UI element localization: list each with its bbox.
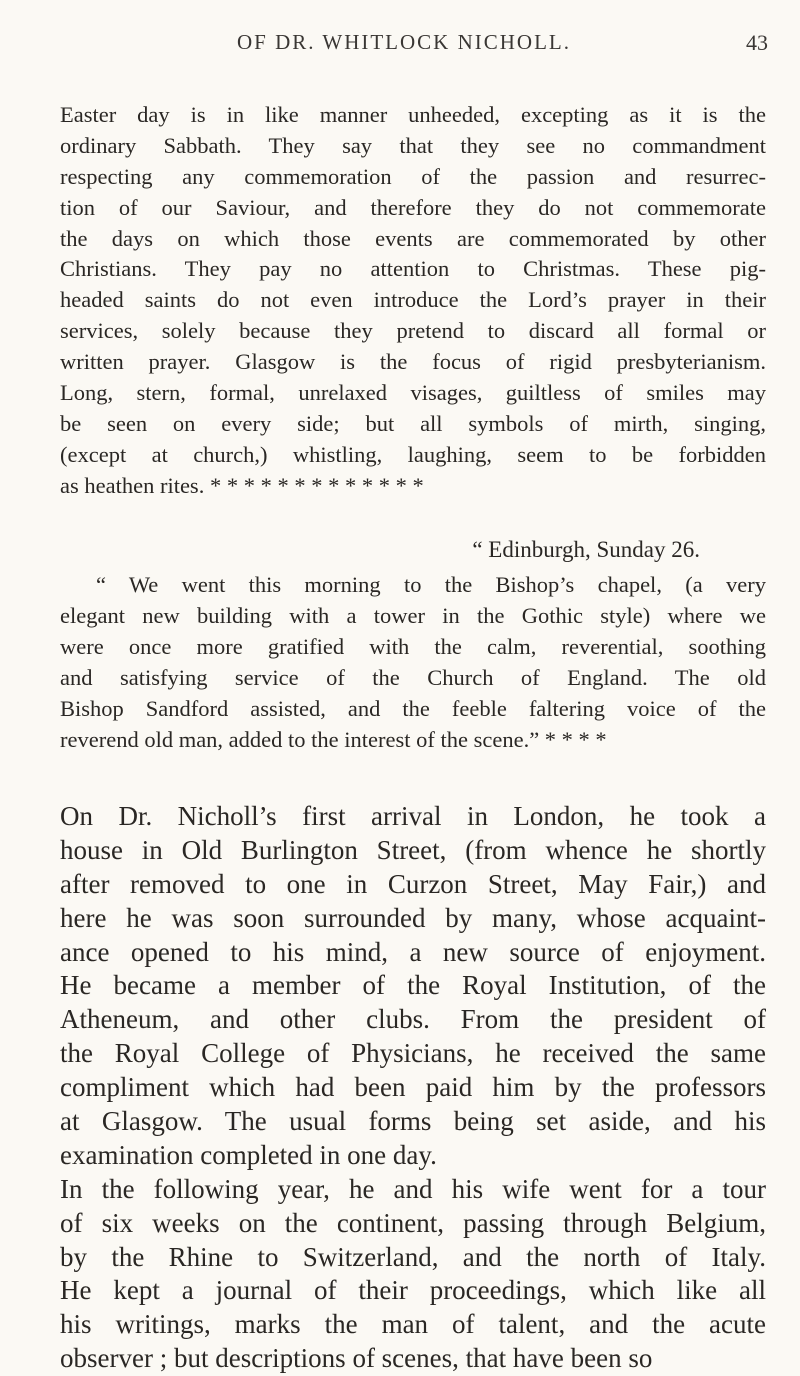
- quoted-journal-glasgow: [60, 100, 766, 502]
- text-line: Bishop Sandford assisted, and the feeble faltering voice of the: [60, 696, 766, 721]
- text-line: He kept a journal of their proceedings, which like all: [60, 1275, 766, 1306]
- text-line: his writings, marks the man of talent, and the acute: [60, 1309, 766, 1340]
- text-line: Easter day is in like manner unheeded, excepting as it is the: [60, 102, 766, 127]
- text-line: here he was soon surrounded by many, whose acquaint-: [60, 902, 766, 933]
- text-line: On Dr. Nicholl’s first arrival in London, he took a: [60, 801, 766, 831]
- text-line: (except at church,) whistling, laughing, seem to be forbidden: [60, 441, 766, 467]
- text-line: reverend old man, added to the interest of the scene.” * * * *: [60, 727, 607, 752]
- text-line: written prayer. Glasgow is the focus of rigid presbyterianism.: [60, 349, 766, 375]
- quoted-journal-edinburgh: [60, 569, 766, 755]
- text-line: house in Old Burlington Street, (from whence he shortly: [60, 834, 766, 865]
- dateline: “ Edinburgh, Sunday 26.: [472, 537, 700, 562]
- text-line: be seen on every side; but all symbols of mirth, singing,: [60, 410, 766, 436]
- text-line: elegant new building with a tower in the Gothic style) where we: [60, 603, 766, 628]
- text-line: Atheneum, and other clubs. From the president of: [60, 1004, 766, 1035]
- text-line: Long, stern, formal, unrelaxed visages, guiltless of smiles may: [60, 380, 766, 406]
- text-line: ance opened to his mind, a new source of enjoyment.: [60, 936, 766, 967]
- text-line: respecting any commemoration of the passion and resurrec-: [60, 163, 766, 189]
- text-line: after removed to one in Curzon Street, May Fair,) and: [60, 868, 766, 899]
- text-line: at Glasgow. The usual forms being set aside, and his: [60, 1106, 766, 1137]
- text-line: tion of our Saviour, and therefore they do not commemorate: [60, 194, 766, 220]
- text-line: the days on which those events are commemorated by other: [60, 225, 766, 251]
- text-line: He became a member of the Royal Institution, of the: [60, 970, 766, 1001]
- text-line: compliment which had been paid him by the professors: [60, 1072, 766, 1103]
- text-line: and satisfying service of the Church of England. The old: [60, 665, 766, 690]
- text-line: observer ; but descriptions of scenes, that have been so: [60, 1343, 653, 1374]
- text-line: were once more gratified with the calm, reverential, soothing: [60, 634, 766, 659]
- text-line: headed saints do not even introduce the Lord’s prayer in their: [60, 287, 766, 313]
- text-line: In the following year, he and his wife went for a tour: [60, 1173, 766, 1204]
- body-paragraphs: [60, 800, 766, 1376]
- text-line: Christians. They pay no attention to Christmas. These pig-: [60, 256, 766, 282]
- text-line: the Royal College of Physicians, he received the same: [60, 1038, 766, 1069]
- text-line: services, solely because they pretend to discard all formal or: [60, 318, 766, 344]
- page-number: 43: [746, 30, 768, 55]
- text-line: as heathen rites. * * * * * * * * * * * * *: [60, 472, 424, 498]
- text-line: of six weeks on the continent, passing through Belgium,: [60, 1207, 766, 1238]
- text-line: “ We went this morning to the Bishop’s chapel, (a very: [96, 572, 766, 597]
- page-header: [40, 30, 768, 60]
- text-line: ordinary Sabbath. They say that they see no commandment: [60, 132, 766, 158]
- running-title: OF DR. WHITLOCK NICHOLL.: [236, 30, 571, 54]
- text-line: examination completed in one day.: [60, 1139, 437, 1170]
- text-line: by the Rhine to Switzerland, and the north of Italy.: [60, 1241, 766, 1272]
